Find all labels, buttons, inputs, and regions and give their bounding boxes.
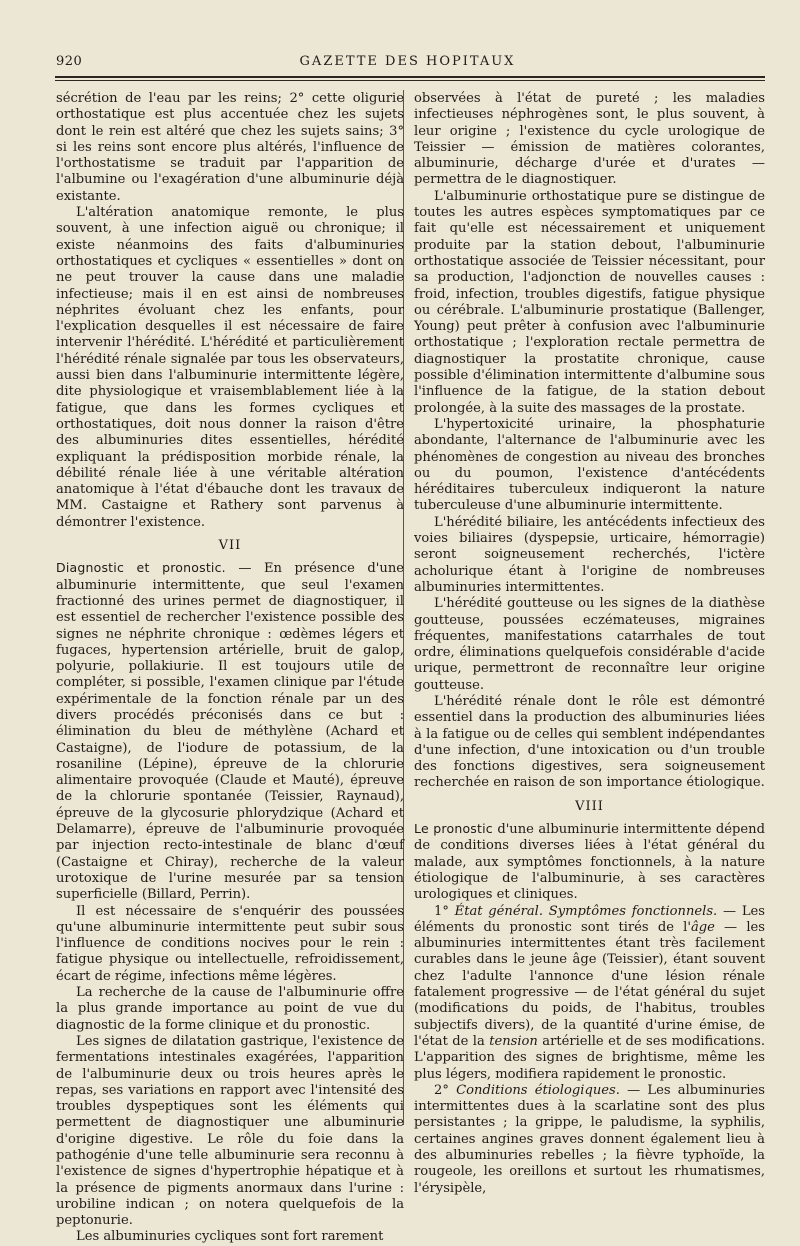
paragraph: sécrétion de l'eau par les reins; 2° cette oligurie orthostatique est plus accentuée chez les sujets dont le rein est altéré que chez les sujets sains; 3° si les reins sont encore plus altérés, l'influence de l'orthostatisme se traduit par l'apparition de l'albumine ou l'exagération d'une albuminurie déjà existante. bbox=[56, 91, 404, 204]
paragraph-text: — Les éléments du pronostic sont tirés de l' bbox=[414, 903, 765, 935]
left-column bbox=[56, 91, 404, 1246]
paragraph: Il est nécessaire de s'enquérir des poussées qu'une albuminurie intermittente peut subir sous l'influence de conditions nocives pour le rein : fatigue physique ou intellectuelle, refroidissement, écart de régime, infections même légères. bbox=[56, 903, 404, 984]
italic-heading: Conditions étiologiques. bbox=[456, 1082, 620, 1098]
paragraph: observées à l'état de pureté ; les maladies infectieuses néphrogènes sont, le plus souvent, à leur origine ; l'existence du cycle urologique de Teissier — émission de matières colorantes, albuminurie, décharge d'urée et d'urates — permettra de le diagnostiquer. bbox=[414, 91, 765, 188]
paragraph-etat-general bbox=[414, 904, 765, 1083]
run-in-heading: Le pronostic bbox=[414, 821, 493, 837]
journal-title: GAZETTE DES HOPITAUX bbox=[299, 54, 516, 69]
paragraph-text: — En présence d'une albuminurie intermittente, que seul l'examen fractionné des urines permet de diagnostiquer, il est essentiel de rechercher l'existence possible des signes ne néphrite chronique : œdèmes légers et fugaces, hypertension artérielle, bruit de galop, polyurie, pollakiurie. Il est toujours utile de compléter, si possible, l'examen clinique par l'étude expérimentale de la fonction rénale par un des divers procédés préconisés dans ce but : élimination du bleu de méthylène (Achard et Castaigne), de l'iodure de potassium, de la rosaniline (Lépine), épreuve de la chlorurie alimentaire provoquée (Claude et Mauté), épreuve de la chlorurie spontanée (Teissier, Raynaud), épreuve de la glycosurie phlorydzique (Achard et Delamarre), épreuve de l'albuminurie provoquée par injection recto-intestinale de blanc d'œuf (Castaigne et Chiray), recherche de la valeur urotoxique de l'urine mesurée par sa tension superficielle (Billard, Perrin). bbox=[56, 561, 405, 903]
item-number: 2° bbox=[434, 1082, 457, 1098]
paragraph: L'altération anatomique remonte, le plus souvent, à une infection aiguë ou chronique; il existe néanmoins des faits d'albuminuries orthostatiques et cycliques « essentielles » dont on ne peut trouver la cause dans une maladie infectieuse; mais il en est ainsi de nombreuses néphrites évoluant chez les enfants, pour l'explication desquelles il est nécessaire de faire intervenir l'hérédité. L'hérédité et particulièrement l'hérédité rénale signalée par tous les observateurs, aussi bien dans l'albuminurie intermittente légère, dite physiologique et vraisemblablement liée à la fatigue, que dans les formes cycliques et orthostatiques, doit nous donner la raison d'être des albuminuries dites essentielles, hérédité expliquant la prédisposition morbide rénale, la débilité rénale liée à une véritable altération anatomique à l'état d'ébauche dont les travaux de MM. Castaigne et Rathery sont parvenus à démontrer l'existence. bbox=[56, 205, 404, 530]
header-rule-thick bbox=[55, 76, 765, 78]
section-heading-vii: VII bbox=[218, 538, 242, 554]
paragraph: L'hérédité goutteuse ou les signes de la diathèse goutteuse, poussées eczémateuses, migraines fréquentes, manifestations catarrhales de tout ordre, éliminations quelquefois considérable d'acide urique, permettront de reconnaître leur origine goutteuse. bbox=[414, 596, 765, 693]
italic-word: âge bbox=[690, 919, 715, 935]
paragraph-text: — les albuminuries intermittentes étant très facilement curables dans le jeune âge (Teissier), étant souvent chez l'adulte l'annonce d'une lésion rénale fatalement progressive — de l'état général du sujet (modifications du poids, de l'habitus, troubles subjectifs divers), de la quantité d'urine émise, de l'état de la bbox=[414, 919, 765, 1049]
paragraph-diagnostic bbox=[56, 560, 404, 903]
page-number: 920 bbox=[56, 54, 83, 69]
item-number: 1° bbox=[434, 903, 455, 919]
page-header bbox=[50, 54, 765, 74]
paragraph: L'albuminurie orthostatique pure se distingue de toutes les autres espèces symptomatiques par ce fait qu'elle est nécessairement et uniquement produite par la station debout, l'albuminurie orthostatique associée de Teissier nécessitant, pour sa production, l'adjonction de nouvelles causes : froid, infection, troubles digestifs, fatigue physique ou cérébrale. L'albuminurie prostatique (Ballenger, Young) peut prêter à confusion avec l'albuminurie orthostatique ; l'exploration rectale permettra de diagnostiquer la prostatite chronique, cause possible d'élimination intermittente d'albumine sous l'influence de la fatigue, de la station debout prolongée, à la suite des massages de la prostate. bbox=[414, 188, 765, 416]
paragraph-text: d'une albuminurie intermittente dépend de conditions diverses liées à l'état général du malade, aux symptômes fonctionnels, à la nature étiologique de l'albuminurie, à ses caractères urologiques et cliniques. bbox=[414, 822, 765, 903]
paragraph: La recherche de la cause de l'albuminurie offre la plus grande importance au point de vue du diagnostic de la forme clinique et du pronostic. bbox=[56, 985, 404, 1033]
paragraph: Les albuminuries cycliques sont fort rarement bbox=[76, 1229, 384, 1245]
section-heading-viii: VIII bbox=[575, 798, 604, 814]
paragraph-text: — Les albuminuries intermittentes dues à la scarlatine sont des plus persistantes ; la grippe, le paludisme, la syphilis, certaines angines graves donnent également lieu à des albuminuries rebelles ; la fièvre typhoïde, la rougeole, les oreillons et surtout les rhumatismes, l'érysipèle, bbox=[414, 1082, 766, 1196]
italic-word: tension bbox=[489, 1033, 538, 1049]
run-in-heading: Diagnostic et pronostic. bbox=[56, 560, 226, 576]
header-rule-thin bbox=[55, 80, 765, 81]
paragraph-pronostic bbox=[414, 821, 765, 903]
paragraph-text: artérielle et de ses modifications. L'apparition des signes de brightisme, même les plus légers, modifiera rapidement le pronostic. bbox=[414, 1033, 765, 1082]
paragraph: L'hypertoxicité urinaire, la phosphaturie abondante, l'alternance de l'albuminurie avec les phénomènes de congestion au niveau des bronches ou du poumon, l'existence d'antécédents héréditaires tuberculeux indiqueront la nature tuberculeuse d'une albuminurie intermittente. bbox=[414, 416, 765, 514]
italic-heading: État général. Symptômes fonctionnels. bbox=[454, 903, 718, 919]
paragraph: Les signes de dilatation gastrique, l'existence de fermentations intestinales exagérées, l'apparition de l'albuminurie deux ou trois heures après le repas, ses variations en rapport avec l'intensité des troubles dyspeptiques sont les éléments qui permettent de diagnostiquer une albuminurie d'origine digestive. Le rôle du foie dans la pathogénie d'une telle albuminurie sera reconnu à l'existence de signes d'hypertrophie hépatique et à la présence de pigments anormaux dans l'urine : urobiline indican ; on notera quelquefois de la peptonurie. bbox=[56, 1033, 404, 1229]
paragraph: L'hérédité rénale dont le rôle est démontré essentiel dans la production des albuminuries liées à la fatigue ou de celles qui semblent indépendantes d'une infection, d'une intoxication ou d'un trouble des fonctions digestives, sera soigneusement recherchée en raison de son importance étiologique. bbox=[414, 693, 765, 791]
paragraph: L'hérédité biliaire, les antécédents infectieux des voies biliaires (dyspepsie, urticaire, hémorragie) seront soigneusement recherchés, l'ictère acholurique étant à l'origine de nombreuses albuminuries intermittentes. bbox=[414, 514, 765, 595]
right-column bbox=[414, 91, 765, 1197]
